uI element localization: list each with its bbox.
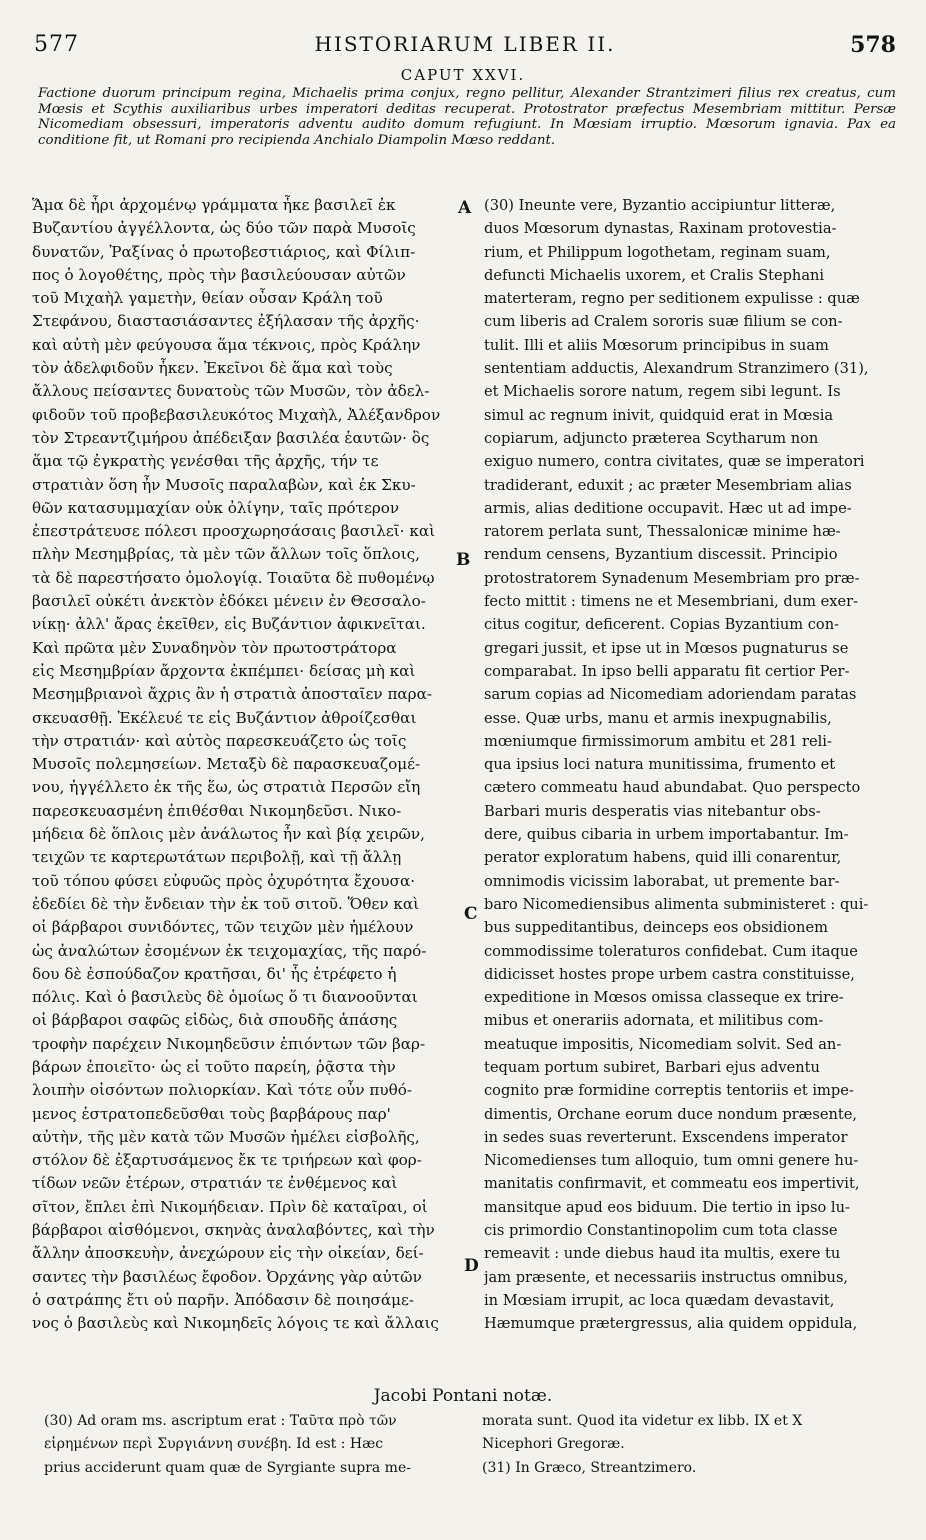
latin-text-line: remeavit : unde diebus haud ita multis, exere tu — [484, 1245, 841, 1263]
latin-text-line: protostratorem Synadenum Mesembriam pro præ- — [484, 569, 860, 587]
latin-text-line: sententiam adductis, Alexandrum Stranzimero (31), — [484, 360, 869, 378]
greek-text-line: εἰς Μεσημβρίαν ἄρχοντα ἐκπέμπει· δείσας μὴ καὶ — [32, 661, 416, 680]
latin-text-line: duos Mœsorum dynastas, Raxinam protovestia- — [484, 220, 837, 238]
note-line: Nicephori Gregoræ. — [482, 1436, 625, 1453]
greek-text-line: καὶ αὐτὴ μὲν φεύγουσα ἅμα τέκνοις, πρὸς Κράλην — [32, 335, 421, 354]
latin-text-line: dimentis, Orchane eorum duce nondum præsente, — [484, 1105, 858, 1123]
margin-mark-d: D — [464, 1256, 479, 1276]
greek-text-line: νίκῃ· ἀλλ' ἄρας ἐκεῖθεν, εἰς Βυζάντιον ἀφικνεῖται. — [32, 615, 426, 634]
latin-text-line: simul ac regnum inivit, quidquid erat in Mœsia — [484, 406, 834, 424]
latin-text-line: citus cogitur, deficerent. Copias Byzantium con- — [484, 616, 840, 634]
greek-text-line: Βυζαντίου ἀγγέλλοντα, ὡς δύο τῶν παρὰ Μυσοῖς — [32, 219, 416, 238]
latin-text-line: materteram, regno per seditionem expulisse : quæ — [484, 290, 860, 308]
latin-text-line: fecto mittit : timens ne et Mesembriani, dum exer- — [484, 593, 859, 611]
latin-text-line: in Mœsiam irrupit, ac loca quædam devastavit, — [484, 1291, 835, 1309]
latin-text-line: tradiderant, eduxit ; ac præter Mesembriam alias — [484, 476, 852, 494]
latin-text-line: cætero commeatu haud abundabat. Quo perspecto — [484, 779, 861, 797]
greek-text-line: τοῦ τόπου φύσει εὐφυῶς πρὸς ὀχυρότητα ἔχουσα· — [32, 871, 416, 890]
notes-title: Jacobi Pontani notæ. — [373, 1386, 553, 1406]
latin-text-line: didicisset hostes prope urbem castra constituisse, — [484, 965, 855, 983]
note-line: εἰρημένων περὶ Συργιάννη συνέβη. Id est : Hæc — [44, 1436, 384, 1453]
greek-text-line: δυνατῶν, Ῥαξίνας ὁ πρωτοβεστιάριος, καὶ Φίλιπ- — [32, 242, 416, 261]
greek-text-line: πόλις. Καὶ ὁ βασιλεὺς δὲ ὁμοίως ὅ τι διανοοῦνται — [32, 988, 418, 1007]
greek-text-line: ἄλλους πείσαντες δυνατοὺς τῶν Μυσῶν, τὸν ἀδελ- — [32, 382, 430, 401]
greek-text-line: Καὶ πρῶτα μὲν Συναδηνὸν τὸν πρωτοστράτορα — [32, 638, 397, 657]
notes-left-column — [44, 1412, 464, 1482]
greek-text-line: βάρων ἐποιεῖτο· ὡς εἰ τοῦτο παρείη, ῥᾷστα τὴν — [32, 1057, 396, 1076]
greek-text-line: σκευασθῇ. Ἐκέλευέ τε εἰς Βυζάντιον ἀθροίζεσθαι — [32, 708, 417, 727]
latin-text-line: comparabat. In ipso belli apparatu fit certior Per- — [484, 662, 850, 680]
latin-text-line: manitatis confirmavit, et commeatu eos impertivit, — [484, 1175, 860, 1193]
latin-text-line: Barbari muris desperatis vias nitebantur obs- — [484, 802, 821, 820]
latin-text-line: in sedes suas reverterunt. Exscendens imperator — [484, 1128, 848, 1146]
greek-text-line: τὴν στρατιάν· καὶ αὐτὸς παρεσκευάζετο ὡς τοῖς — [32, 731, 407, 750]
greek-text-line: τὰ δὲ παρεστήσατο ὁμολογίᾳ. Τοιαῦτα δὲ πυθομένῳ — [32, 568, 435, 587]
greek-text-line: σαντες τὴν βασιλέως ἔφοδον. Ὀρχάνης γὰρ αὐτῶν — [32, 1267, 422, 1286]
latin-text-line: cognito præ formidine correptis tentoriis et impe- — [484, 1082, 854, 1100]
latin-text-line: dere, quibus cibaria in urbem importabantur. Im- — [484, 826, 849, 844]
latin-text-line: jam præsente, et necessariis instructus omnibus, — [484, 1268, 849, 1286]
greek-text-line: λοιπὴν οἰσόντων πολιορκίαν. Καὶ τότε οὖν πυθό- — [32, 1081, 413, 1100]
greek-text-line: νος ὁ βασιλεὺς καὶ Νικομηδεῖς λόγοις τε καὶ ἄλλαις — [32, 1314, 439, 1333]
latin-text-line: et Michaelis sorore natum, regem sibi legunt. Is — [484, 383, 841, 401]
greek-text-line: Μεσημβριανοὶ ἄχρις ἂν ἡ στρατιὰ ἀποσταῖεν παρα- — [32, 685, 432, 704]
greek-text-line: πος ὁ λογοθέτης, πρὸς τὴν βασιλεύουσαν αὐτῶν — [32, 265, 406, 284]
latin-text-line: commodissime toleraturos confidebat. Cum itaque — [484, 942, 858, 960]
note-line: morata sunt. Quod ita videtur ex libb. IX et X — [482, 1413, 803, 1429]
latin-text-line: perator exploratum habens, quid illi conarentur, — [484, 849, 842, 867]
notes-right-column — [482, 1412, 902, 1482]
greek-text-line: βάρβαροι αἰσθόμενοι, σκηνὰς ἀναλαβόντες, καὶ τὴν — [32, 1221, 435, 1240]
latin-text-line: tequam portum subiret, Barbari ejus adventu — [484, 1058, 820, 1076]
greek-text-line: τοῦ Μιχαὴλ γαμετὴν, θείαν οὖσαν Κράλη τοῦ — [32, 289, 383, 308]
greek-text-line: βασιλεῖ οὐκέτι ἀνεκτὸν ἐδόκει μένειν ἐν Θεσσαλο- — [32, 592, 426, 611]
latin-text-line: (30) Ineunte vere, Byzantio accipiuntur litteræ, — [484, 197, 836, 214]
greek-text-line: στρατιὰν ὅση ἦν Μυσοῖς παραλαβὼν, καὶ ἐκ Σκυ- — [32, 475, 416, 494]
greek-text-line: πλὴν Μεσημβρίας, τὰ μὲν τῶν ἄλλων τοῖς ὅπλοις, — [32, 545, 420, 564]
latin-text-line: mansitque apud eos biduum. Die tertio in ipso lu- — [484, 1198, 850, 1216]
latin-text-line: defuncti Michaelis uxorem, et Cralis Stephani — [484, 266, 825, 284]
margin-mark-c: C — [464, 904, 478, 924]
greek-text-line: αὐτὴν, τῆς μὲν κατὰ τῶν Μυσῶν ἠμέλει εἰσβολῆς, — [32, 1127, 420, 1146]
chapter-summary: Factione duorum principum regina, Michaelis prima conjux, regno pellitur, Alexander Strantzimeri filius rex creatus, cum Mœsis et Scythis auxiliaribus urbes imperatori deditas recuperat. Protostrator præfectus Mesembriam mittitur. Persæ Nicomediam obsessuri, imperatoris adventu audito domum refugiunt. In Mœsiam irruptio. Mœsorum ignavia. Pax ea conditione fit, ut Romani pro recipienda Anchialo Diampolin Mœso reddant. — [38, 86, 896, 148]
latin-text-line: exiguo numero, contra civitates, quæ se imperatori — [484, 453, 865, 471]
latin-text-line: bus suppeditantibus, deinceps eos obsidionem — [484, 919, 828, 937]
greek-text-line: σῖτον, ἔπλει ἐπὶ Νικομήδειαν. Πρὶν δὲ καταῖραι, οἱ — [32, 1197, 428, 1216]
latin-text-line: mibus et onerariis adornata, et militibus com- — [484, 1012, 824, 1030]
greek-text-line: θῶν κατασυμμαχίαν οὐκ ὀλίγην, ταῖς πρότερον — [32, 498, 400, 517]
latin-text-line: mœniumque firmissimorum ambitu et 281 reli- — [484, 732, 832, 750]
greek-text-line: ἐπεστράτευσε πόλεσι προσχωρησάσαις βασιλεῖ· καὶ — [32, 522, 436, 541]
running-head — [34, 32, 896, 56]
greek-text-line: ὁ σατράπης ἔτι οὐ παρῆν. Ἀπόδασιν δὲ ποιησάμε- — [32, 1290, 414, 1309]
greek-text-line: μενος ἐστρατοπεδεῦσθαι τοὺς βαρβάρους παρ' — [32, 1104, 391, 1123]
greek-text-line: τίδων νεῶν ἑτέρων, στρατιάν τε ἐνθέμενος καὶ — [32, 1174, 398, 1193]
greek-text-line: νου, ἠγγέλλετο ἐκ τῆς ἕω, ὡς στρατιὰ Περσῶν εἴη — [32, 778, 421, 797]
latin-text-line: tulit. Illi et aliis Mœsorum principibus in suam — [484, 336, 829, 354]
greek-text-line: τὸν ἀδελφιδοῦν ἧκεν. Ἐκεῖνοι δὲ ἅμα καὶ τοὺς — [32, 359, 393, 378]
latin-text-line: cum liberis ad Cralem sororis suæ filium se con- — [484, 313, 843, 331]
latin-text-line: qua ipsius loci natura munitissima, frumento et — [484, 756, 836, 774]
greek-text-column — [32, 194, 462, 1336]
greek-text-line: μήδεια δὲ ὅπλοις μὲν ἀνάλωτος ἦν καὶ βίᾳ χειρῶν, — [32, 825, 425, 844]
page-number-right: 578 — [850, 32, 896, 58]
greek-text-line: οἱ βάρβαροι σαφῶς εἰδὼς, διὰ σπουδῆς ἁπάσης — [32, 1011, 398, 1030]
greek-text-line: Στεφάνου, διαστασιάσαντες ἐξήλασαν τῆς ἀρχῆς· — [32, 312, 420, 331]
greek-text-line: οἱ βάρβαροι συνιδόντες, τῶν τειχῶν μὲν ἠμέλουν — [32, 918, 414, 937]
greek-text-line: τροφὴν παρέχειν Νικομηδεῦσιν ἐπιόντων τῶν βαρ- — [32, 1034, 426, 1053]
greek-text-line: Ἅμα δὲ ἦρι ἀρχομένῳ γράμματα ἧκε βασιλεῖ ἐκ — [32, 196, 396, 214]
note-line: (31) In Græco, Streantzimero. — [482, 1459, 697, 1476]
latin-text-line: baro Nicomediensibus alimenta subministeret : qui- — [484, 895, 869, 913]
greek-text-line: ὡς ἀναλώτων ἐσομένων ἐκ τειχομαχίας, τῆς παρό- — [32, 941, 427, 960]
latin-text-line: copiarum, adjuncto præterea Scytharum non — [484, 429, 819, 447]
margin-mark-b: B — [456, 550, 471, 570]
latin-text-line: armis, alias deditione occupavit. Hæc ut ad impe- — [484, 499, 852, 517]
greek-text-line: ἐδεδίει δὲ τὴν ἔνδειαν τὴν ἐκ τοῦ σιτοῦ. Ὅθεν καὶ — [32, 894, 420, 913]
chapter-heading: CAPUT XXVI. — [400, 66, 526, 84]
latin-text-line: rendum censens, Byzantium discessit. Principio — [484, 546, 838, 564]
latin-text-line: ratorem perlata sunt, Thessalonicæ minime hæ- — [484, 523, 841, 541]
greek-text-line: τὸν Στρεαντζιμήρου ἀπέδειξαν βασιλέα ἑαυτῶν· ὃς — [32, 428, 430, 447]
latin-text-line: Hæmumque prætergressus, alia quidem oppidula, — [484, 1315, 858, 1333]
page-number-left: 577 — [34, 32, 79, 57]
running-title: HISTORIARUM LIBER II. — [314, 32, 616, 56]
greek-text-line: φιδοῦν τοῦ προβεβασιλευκότος Μιχαὴλ, Ἀλέξανδρον — [32, 405, 441, 424]
margin-mark-a: A — [458, 198, 472, 218]
greek-text-line: ἄλλην ἀποσκευὴν, ἀνεχώρουν εἰς τὴν οἰκείαν, δεί- — [32, 1244, 424, 1263]
latin-text-line: rium, et Philippum logothetam, reginam suam, — [484, 243, 831, 261]
greek-text-line: τειχῶν τε καρτερωτάτων περιβολῇ, καὶ τῇ ἄλλῃ — [32, 848, 402, 867]
latin-text-line: sarum copias ad Nicomediam adoriendam paratas — [484, 686, 857, 704]
latin-text-line: gregari jussit, et ipse ut in Mœsos pugnaturus se — [484, 639, 849, 657]
latin-text-line: omnimodis vicissim laborabat, ut premente bar- — [484, 872, 840, 890]
latin-text-line: Nicomedienses tum alloquio, tum omni genere hu- — [484, 1152, 859, 1170]
latin-text-column — [484, 194, 900, 1336]
latin-text-line: esse. Quæ urbs, manu et armis inexpugnabilis, — [484, 709, 832, 727]
greek-text-line: στόλον δὲ ἐξαρτυσάμενος ἔκ τε τριήρεων καὶ φορ- — [32, 1151, 422, 1170]
greek-text-line: Μυσοῖς πολεμησείων. Μεταξὺ δὲ παρασκευαζομέ- — [32, 755, 421, 774]
greek-text-line: ἅμα τῷ ἐγκρατὴς γενέσθαι τῆς ἀρχῆς, τήν τε — [32, 452, 379, 471]
latin-text-line: meatuque impositis, Nicomediam solvit. Sed an- — [484, 1035, 842, 1053]
greek-text-line: παρεσκευασμένη ἐπιθέσθαι Νικομηδεῦσι. Νικο- — [32, 801, 402, 820]
greek-text-line: δου δὲ ἐσπούδαζον κρατῆσαι, δι' ἧς ἐτρέφετο ἡ — [32, 964, 397, 983]
latin-text-line: expeditione in Mœsos omissa classeque ex trire- — [484, 989, 844, 1007]
note-line: (30) Ad oram ms. ascriptum erat : Ταῦτα πρὸ τῶν — [44, 1413, 397, 1429]
note-line: prius acciderunt quam quæ de Syrgiante supra me- — [44, 1459, 411, 1476]
latin-text-line: cis primordio Constantinopolim cum tota classe — [484, 1222, 838, 1240]
